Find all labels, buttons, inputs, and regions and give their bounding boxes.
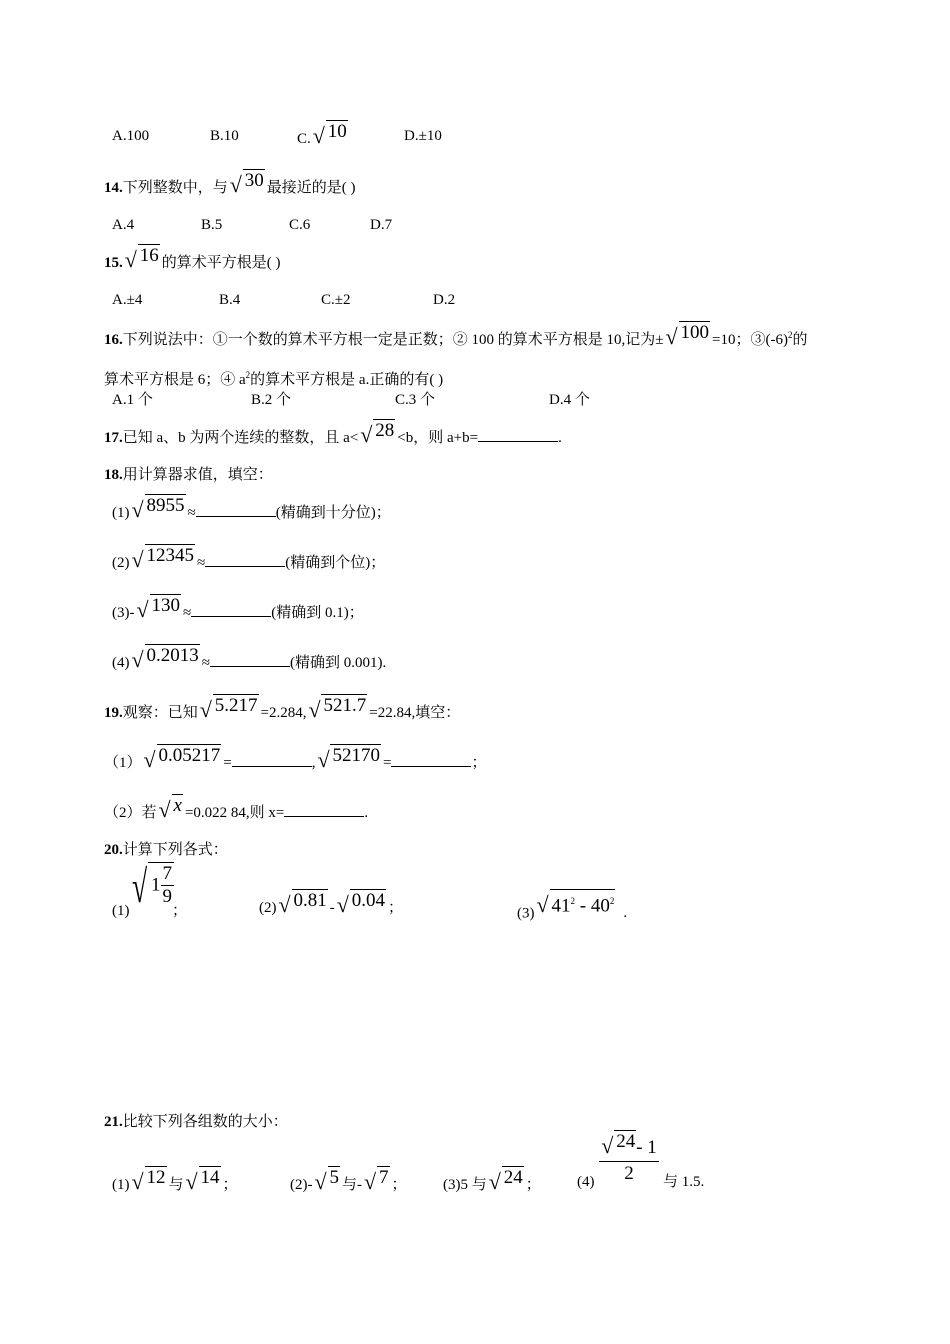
- answer-blank: [478, 427, 558, 442]
- q18-title: 18.用计算器求值，填空：: [104, 467, 273, 483]
- q15-option-a: A.±4: [112, 292, 143, 308]
- sqrt: √ 14: [185, 1167, 220, 1194]
- q16-option-d: D.4 个: [549, 392, 590, 408]
- q17-stem: 17.已知 a、b 为两个连续的整数，且 a< √ 28 <b，则 a+b= .: [104, 420, 562, 447]
- answer-blank: [210, 652, 290, 667]
- q21-item-3: (3)5 与 √ 24 ；: [443, 1167, 541, 1194]
- q21-item-2: (2)- √ 5 与- √ 7 ；: [290, 1167, 407, 1194]
- sqrt: √ 7: [364, 1167, 389, 1194]
- sqrt: √ 24: [488, 1167, 523, 1194]
- sqrt: √ 0.05217: [143, 745, 221, 772]
- q16-option-a: A.1 个: [112, 392, 153, 408]
- sqrt: √ 8955: [131, 495, 185, 522]
- q15-option-b: B.4: [219, 292, 241, 308]
- q18-item-3: (3)- √ 130 ≈ (精确到 0.1)；: [112, 595, 364, 622]
- q14-option-b: B.5: [201, 217, 223, 233]
- q21-title: 21.比较下列各组数的大小：: [104, 1114, 288, 1130]
- answer-blank: [191, 602, 271, 617]
- q14-option-c: C.6: [289, 217, 311, 233]
- sqrt: √ 12: [131, 1167, 166, 1194]
- q20-title: 20.计算下列各式：: [104, 842, 228, 858]
- answer-blank: [196, 502, 276, 517]
- sqrt: √ 24: [601, 1131, 636, 1158]
- sqrt: √ 52170: [317, 745, 380, 772]
- sqrt: √ 16: [124, 245, 159, 272]
- q16-option-b: B.2 个: [251, 392, 292, 408]
- q19-part-2: （2）若 √ x =0.022 84,则 x= .: [104, 795, 369, 822]
- q14-option-d: D.7: [370, 217, 393, 233]
- q20-item-3: (3) √ $41^2 - 40^2$.: [517, 895, 627, 923]
- sqrt: √ 30: [229, 170, 264, 197]
- q14-stem: 14.下列整数中，与 √ 30 最接近的是( ): [104, 170, 356, 197]
- q18-item-1: (1) √ 8955 ≈ (精确到十分位)；: [112, 495, 391, 522]
- q16-stem-line1: 16.下列说法中：①一个数的算术平方根一定是正数；② 100 的算术平方根是 10,记为± √ 100 =10；$③(-6)^2$的: [104, 322, 808, 349]
- answer-blank: [284, 802, 364, 817]
- sqrt: √ 0.81: [278, 890, 327, 917]
- q15-option-c: C.±2: [321, 292, 351, 308]
- sqrt: √ 521.7: [308, 695, 367, 722]
- q15-option-d: D.2: [433, 292, 456, 308]
- q18-item-2: (2) √ 12345 ≈ (精确到个位)；: [112, 545, 386, 572]
- fraction: √ 24- 1 2: [599, 1135, 659, 1186]
- answer-blank: [391, 752, 471, 767]
- q20-item-2: (2) √ 0.81 - √ 0.04 ；: [259, 890, 404, 917]
- q16-stem-line2: 算术平方根是 6；④ $a^2$的算术平方根是 a.正确的有( ): [104, 370, 444, 388]
- q18-item-4: (4) √ 0.2013 ≈ (精确到 0.001).: [112, 645, 387, 672]
- q14-option-a: A.4: [112, 217, 135, 233]
- q19-part-1: （1） √ 0.05217 = , √ 52170 = ；: [104, 745, 487, 772]
- q13-option-b: B.10: [210, 128, 239, 144]
- sqrt: √ 5.217: [199, 695, 258, 722]
- sqrt: √ 100: [665, 322, 709, 349]
- sqrt: √ 5: [314, 1167, 339, 1194]
- q15-stem: 15. √ 16 的算术平方根是( ): [104, 245, 281, 272]
- sqrt: √ 10: [312, 121, 347, 148]
- sqrt: √ 0.04: [336, 890, 385, 917]
- sqrt: √ 0.2013: [131, 645, 199, 672]
- q13-option-c: C. √ 10: [297, 121, 347, 148]
- answer-blank: [205, 552, 285, 567]
- sqrt: √ $41^2 - 40^2$: [537, 895, 616, 923]
- sqrt: √ x: [158, 795, 182, 822]
- q13-option-d: D.±10: [404, 128, 442, 144]
- sqrt: √ 130: [136, 595, 180, 622]
- sqrt: √ 28: [360, 420, 395, 447]
- answer-blank: [232, 752, 312, 767]
- sqrt: √ 1 $\frac{7}{9}$: [132, 861, 172, 912]
- q21-item-1: (1) √ 12 与 √ 14 ；: [112, 1167, 238, 1194]
- q13-option-a: A.100: [112, 128, 150, 144]
- q19-stem: 19.观察：已知 √ 5.217 =2.284, √ 521.7 =22.84,填空：: [104, 695, 461, 722]
- sqrt: √ 12345: [131, 545, 194, 572]
- q16-option-c: C.3 个: [395, 392, 436, 408]
